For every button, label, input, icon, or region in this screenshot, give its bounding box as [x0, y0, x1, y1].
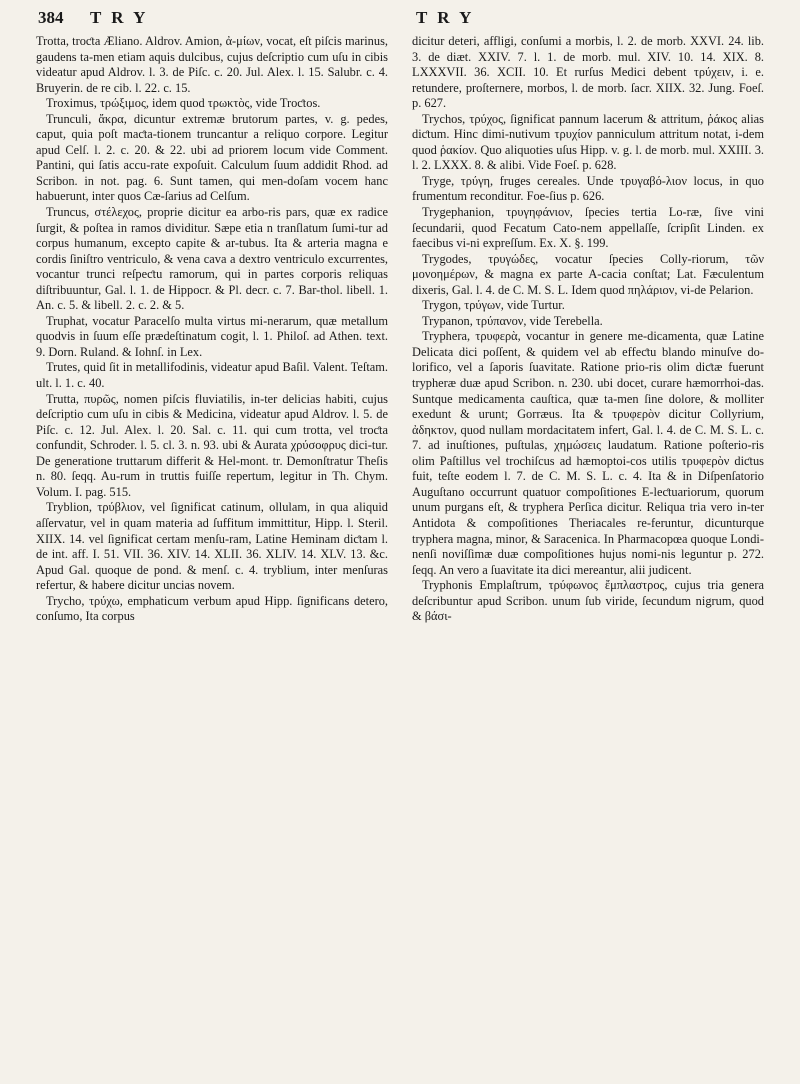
- entry-trunculi: Trunculi, ἄκρα, dicuntur extremæ brutorum partes, v. g. pedes, caput, quia poſt maƈta-tionem truncantur a reliquo corpore. Legitur apud Celſ. l. 2. c. 20. & 22. ubi ad priorem locum vide Comment. Pantini, qui ſatis accu-rate expoſuit. Calculum ſuum addidit Rhod. ad Scribon. in not. pag. 6. Sunt tamen, qui men-doſam vocem hanc habuerunt, inter quos Cæ-ſarius ad Celſum.: [36, 111, 388, 204]
- running-head-right: T R Y: [416, 8, 475, 27]
- running-head-left: T R Y: [90, 8, 149, 27]
- page-number: 384: [38, 8, 64, 27]
- entry-trutta: Trutta, πυρῶς, nomen piſcis fluviatilis, in-ter delicias habiti, cujus deſcriptio cum uſu in cibis & Medicina, videatur apud Aldrov. l. 5. de Piſc. c. 12. Jul. Alex. l. 20. Sal. c. 11. qui cum trotta, vel troƈta confundit, Schroder. l. 5. cl. 3. n. 93. ubi & Aurata χρύσοφρυς dici-tur. De generatione truttarum differit & Hel-mont. tr. Demonſtratur Theſis n. 80. ſeqq. Au-rum in truttis fuiſſe repertum, legitur in Th. Chym. Volum. I. pag. 515.: [36, 391, 388, 499]
- entry-trotta: Trotta, troƈta Æliano. Aldrov. Amion, ἀ-μίων, vocat, eſt piſcis marinus, gaudens ta-men etiam aquis dulcibus, cujus deſcriptio cum uſu in cibis videatur apud Aldrov. l. 3. de Piſc. c. 20. Jul. Alex. l. 15. Salubr. c. 4. Bruyerin. de re cib. l. 22. c. 15.: [36, 34, 388, 95]
- entry-trypanon: Trypanon, τρύπανον, vide Terebella.: [422, 313, 603, 328]
- entry-trycho-continued: dicitur deteri, affligi, conſumi a morbis, l. 2. de morb. XXVI. 24. lib. 3. de diæt. XXIV. 7. l. 1. de morb. mul. XIV. 10. 14. XIX. 8. LXXXVII. 36. XCII. 10. Et rurſus Medici debent τρύχειν, i. e. retundere, proſternere, morbos, l. de morb. ſacr. XIIX. 32. Jung. Foeſ. p. 627.: [412, 34, 764, 111]
- entry-trutes: Trutes, quid ſit in metallifodinis, videatur apud Baſil. Valent. Teſtam. ult. l. 1. c. 40.: [36, 360, 388, 391]
- entry-trychos: Trychos, τρύχος, ſignificat pannum lacerum & attritum, ῥάκος alias diƈtum. Hinc dimi-nutivum τρυχίον panniculum attritum notat, i-dem quod ῥακίον. Quo aliquoties uſus Hipp. v. g. l. de morb. mul. XXIII. 3. l. 2. LXXX. 8. & alibi. Vide Foeſ. p. 628.: [412, 111, 764, 173]
- entry-trygodes: Trygodes, τρυγώδες, vocatur ſpecies Colly-riorum, τῶν μονοημέρων, & magna ex parte A-cacia conſtat; Lat. Fæculentum dixeris, Gal. l. 4. de C. M. S. L. Idem quod πηλάριον, vi-de Pelarion.: [412, 251, 764, 297]
- entry-tryphonis-emplastrum: Tryphonis Emplaſtrum, τρύφωνος ἔμπλαστρος, cujus tria genera deſcribuntur apud Scribon. unum ſub viride, ſecundum nigrum, quod & βάσι-: [412, 578, 764, 624]
- entry-tryge: Tryge, τρύγη, fruges cereales. Unde τρυγαβό-λιον locus, in quo frumentum reconditur. Foe-ſius p. 626.: [412, 173, 764, 204]
- entry-truncus: Truncus, στέλεχος, proprie dicitur ea arbo-ris pars, quæ ex radice ſurgit, & poſtea in ramos dividitur. Sæpe etia n tranſlatum ſumi-tur ad corpus humanum, excepto capite & ar-tubus. Ita & arteria magna e cordis ſiniſtro ventriculo, & vena cava a dextro ventriculo excurrentes, vocantur trunci reſpeƈtu ramorum, qui in partes corporis reliquas diſtribuuntur, Gal. l. 1. de Hippocr. & Pl. decr. c. 7. Bar-thol. libell. 1. An. c. 5. & libell. 2. c. 2. & 5.: [36, 205, 388, 313]
- entry-tryphera: Tryphera, τρυφερὰ, vocantur in genere me-dicamenta, quæ Latine Delicata dici poſſent, & quidem vel ab effeƈtu blando minuſve do-lorifico, vel a ſaporis ſuavitate. Ratione prio-ris olim diƈtæ fuerunt trypheræ duæ apud Scribon. n. 230. ubi docet, curare hæmorrhoi-das. Suntque medicamenta cauſtica, quæ ta-men ſine dolore, & molliter exedunt & urunt; Gorræus. Ita & τρυφερὸν dicitur Collyrium, ἀδηκτον, quod nullam mordacitatem infert, Gal. l. 4. de C. M. S. L. c. 7. ad inuſtiones, puſtulas, χημώσεις laudatum. Ratione poſterio-ris olim Paſtillus vel trochiſcus ad hæmoptoi-cos utilis τρυφερὸν diƈtus fuit, teſte eodem l. 7. de C. M. S. L. c. 4. Ita & in Diſpenſatorio Auguſtano occurrunt quatuor compoſitiones E-leƈtuariorum, quorum unum purgans eſt, & tryphera Perſica dicitur. Reliqua tria vero in-ter Antidota & compoſitiones Theriacales re-feruntur, dicunturque tryphera magna, minor, & Saracenica. In Pharmacopœa quoque Londi-nenſi noviſſimæ duæ compoſitiones hujus nomi-nis leguntur p. 272. ſeqq. An vero a ſuavitate ita dici mereantur, alii judicent.: [412, 329, 764, 577]
- right-column: [412, 34, 764, 625]
- entry-truphat: Truphat, vocatur Paracelſo multa virtus mi-nerarum, quæ metallum quodvis in ſuum eſſe prædeſtinatum cogit, l. 1. Philoſ. ad Athen. text. 9. Dorn. Ruland. & Iohnſ. in Lex.: [36, 313, 388, 359]
- entry-tryblion: Tryblion, τρύβλιον, vel ſignificat catinum, ollulam, in qua aliquid aſſervatur, vel in quam materia ad ſuffitum immittitur, Hipp. l. Steril. XIIX. 14. vel ſignificat certam menſu-ram, Latine Heminam diƈtam l. de int. aff. I. 51. VII. 36. XIV. 14. XLII. 36. XLIV. 14. XLV. 13. &c. Apud Gal. quoque de pond. & menſ. c. 4. tryblium, inter menſuras refertur, & habere dicitur uncias novem.: [36, 500, 388, 593]
- entry-trygephanion: Trygephanion, τρυγηφάνιον, ſpecies tertia Lo-ræ, ſive vini ſecundarii, quod Fecatum Cato-nem appellaſſe, ſcripſit Linden. ex faecibus vi-ni expreſſum. Ex. X. §. 199.: [412, 205, 764, 251]
- entry-trycho: Trycho, τρύχω, emphaticum verbum apud Hipp. ſignificans detero, conſumo, Ita corpus: [36, 593, 388, 624]
- entry-trygon: Trygon, τρύγων, vide Turtur.: [422, 298, 565, 313]
- page-header: [38, 8, 760, 34]
- entry-troximus: Troximus, τρώξιμος, idem quod τρωκτὸς, vide Troƈtos.: [46, 96, 321, 111]
- left-column: [36, 34, 388, 625]
